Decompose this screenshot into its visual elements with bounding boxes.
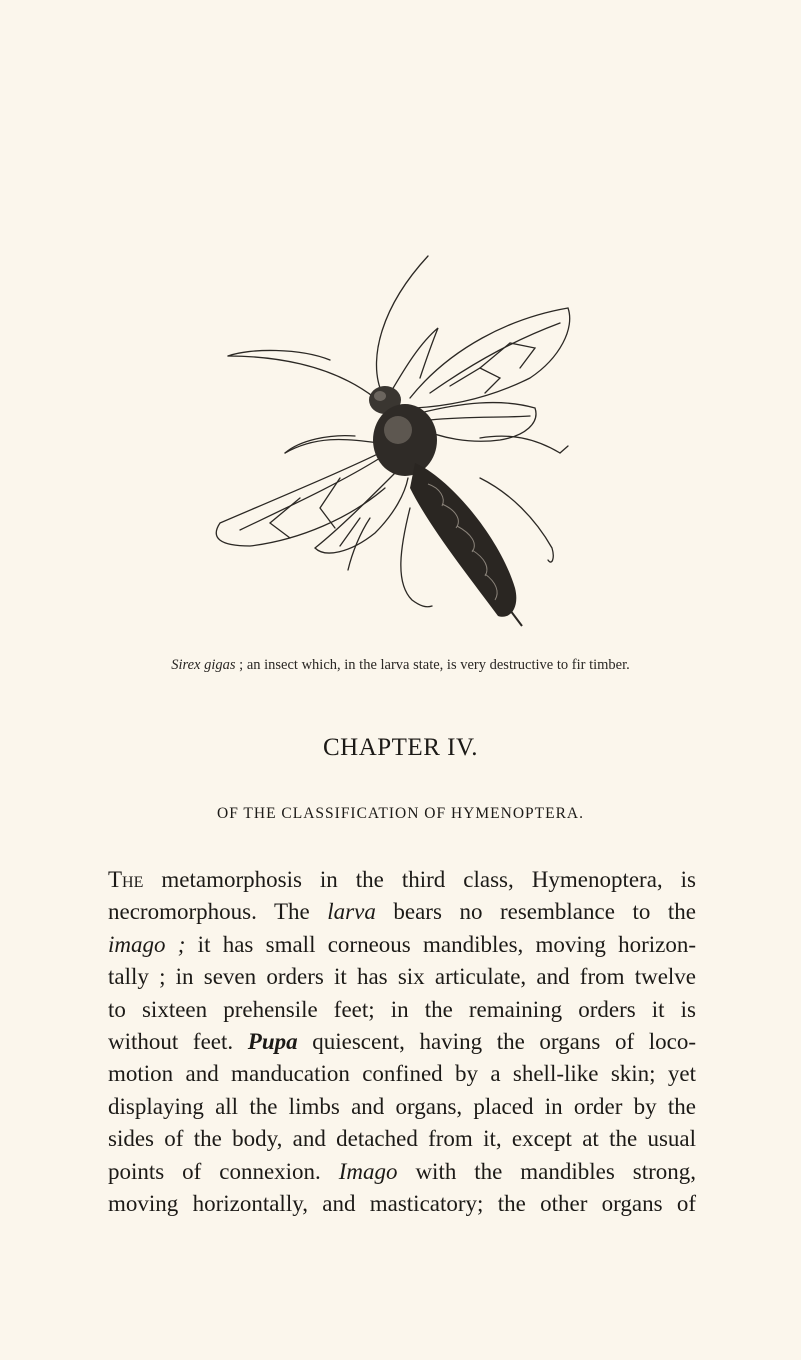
- chapter-title: CHAPTER IV.: [322, 734, 479, 761]
- text-line: displaying all the limbs and organs, placed in order by the: [108, 1093, 696, 1119]
- term-imago: Imago: [338, 1158, 398, 1184]
- body-paragraph: [108, 864, 696, 1220]
- text-span: it has small corneous mandibles, moving horizon-: [185, 931, 696, 957]
- caption-text: ; an insect which, in the larva state, is very destructive to fir timber.: [235, 657, 630, 673]
- term-larva: larva: [327, 899, 376, 925]
- text-line: [108, 929, 696, 961]
- text-line: [108, 896, 696, 928]
- term-pupa: Pupa: [247, 1029, 298, 1055]
- text-line: to sixteen prehensile feet; in the remaining orders it is: [108, 996, 696, 1022]
- text-span: without feet.: [108, 1029, 248, 1055]
- sirex-gigas-icon: [180, 248, 620, 638]
- sirex-gigas-illustration: [180, 248, 620, 638]
- term-imago: imago ;: [108, 931, 186, 957]
- figure-caption: [0, 657, 801, 674]
- drop-word: The: [108, 867, 144, 892]
- caption-species: Sirex gigas: [171, 657, 236, 673]
- text-line: tally ; in seven orders it has six articulate, and from twelve: [108, 964, 696, 990]
- text-line: moving horizontally, and masticatory; the other organs of: [108, 1191, 696, 1217]
- text-line: sides of the body, and detached from it, except at the usual: [108, 1126, 696, 1152]
- text-span: points of connexion.: [108, 1158, 339, 1184]
- text-line: [108, 864, 696, 896]
- text-line: motion and manducation confined by a shell-like skin; yet: [108, 1061, 696, 1087]
- text-line: [108, 1026, 696, 1058]
- text-span: metamorphosis in the third class, Hymenoptera, is: [143, 867, 696, 892]
- text-span: quiescent, having the organs of loco-: [297, 1029, 697, 1055]
- text-span: with the mandibles strong,: [397, 1158, 696, 1184]
- text-line: [108, 1156, 696, 1188]
- chapter-subtitle: OF THE CLASSIFICATION OF HYMENOPTERA.: [217, 805, 584, 822]
- text-span: bears no resemblance to the: [375, 899, 696, 925]
- text-span: necromorphous. The: [108, 899, 328, 925]
